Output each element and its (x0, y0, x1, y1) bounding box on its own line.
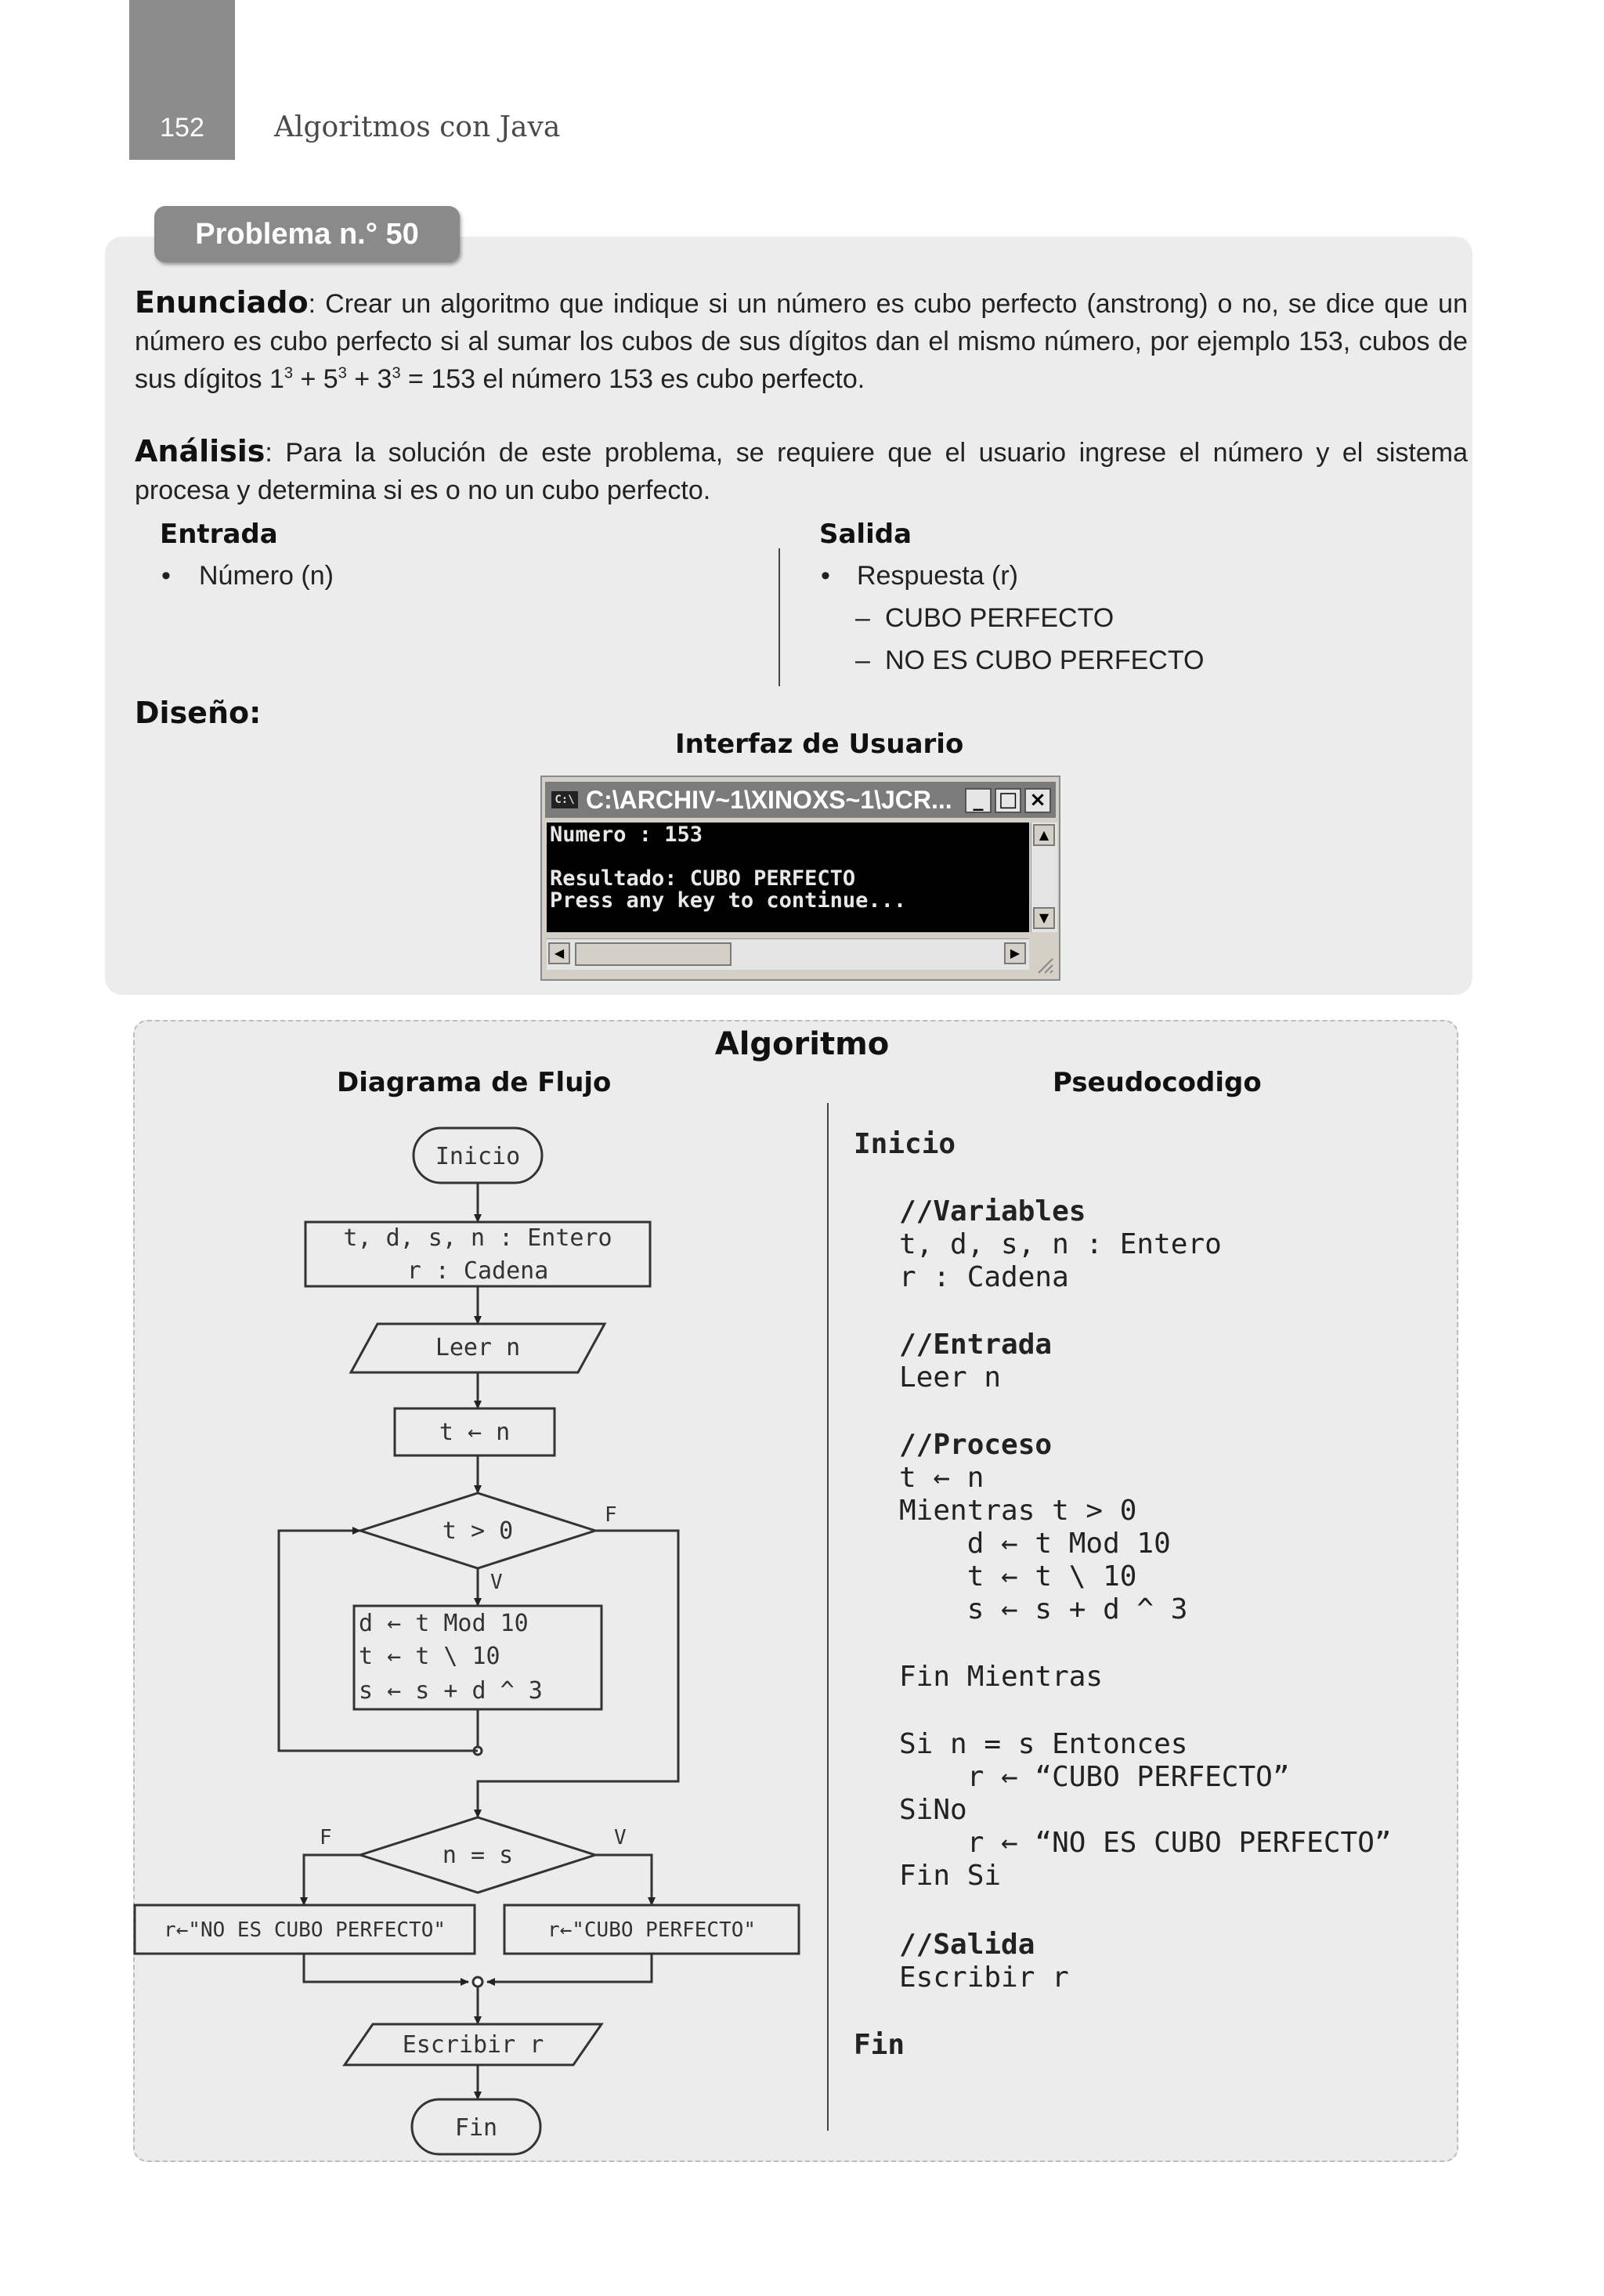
console-icon: C:\ (551, 791, 578, 808)
console-title: C:\ARCHIV~1\XINOXS~1\JCR... (586, 786, 952, 814)
false-branch-arrow (304, 1855, 360, 1905)
loop-exit-arrow (478, 1531, 678, 1817)
pseudo-line: t ← t \ 10 (899, 1560, 1137, 1593)
merge-connector (473, 1977, 482, 1987)
entrada-item: Número (n) (199, 561, 334, 591)
salida-value-1: CUBO PERFECTO (885, 603, 1114, 633)
pseudo-comment-entrada: //Entrada (899, 1329, 1053, 1361)
pseudo-comment-proceso: //Proceso (899, 1429, 1053, 1461)
start-label: Inicio (435, 1143, 521, 1170)
else-assign-label: r←"NO ES CUBO PERFECTO" (163, 1918, 446, 1942)
salida-dash-1: – (855, 603, 870, 633)
page-number: 152 (160, 113, 204, 143)
merge-arrow-left (304, 1954, 468, 1982)
console-line: Press any key to continue... (550, 888, 907, 913)
console-line: Numero : 153 (550, 823, 703, 847)
end-label: Fin (454, 2114, 498, 2142)
pseudo-inicio: Inicio (854, 1128, 956, 1160)
analisis-text: : Para la solución de este problema, se requiere que el usuario ingrese el número y el sistema procesa y determina si es o no un cubo perfecto. (135, 438, 1468, 505)
loop-condition-label: t > 0 (442, 1517, 514, 1545)
merge-arrow-right (487, 1954, 652, 1982)
enunciado-plus-2: + 3 (346, 364, 392, 394)
design-label: Diseño: (135, 696, 262, 730)
loop-body-line-3: s ← s + d ^ 3 (359, 1677, 543, 1705)
write-label: Escribir r (402, 2031, 544, 2059)
pseudo-fin: Fin (854, 2029, 905, 2061)
book-title: Algoritmos con Java (274, 111, 561, 143)
enunciado-text-2: = 153 el número 153 es cubo perfecto. (400, 364, 865, 394)
exponent-3: 3 (392, 364, 401, 382)
enunciado-label: Enunciado (135, 285, 309, 320)
salida-heading: Salida (819, 519, 912, 550)
declaration-line-2: r : Cadena (406, 1257, 549, 1285)
analisis-label: Análisis (135, 434, 266, 468)
loop-false-label: F (605, 1503, 617, 1527)
pseudo-line: Fin Si (899, 1860, 1002, 1892)
scroll-down-icon[interactable]: ▼ (1033, 907, 1055, 929)
loop-body-line-2: t ← t \ 10 (359, 1643, 500, 1670)
salida-dash-2: – (855, 645, 870, 675)
loop-body-line-1: d ← t Mod 10 (359, 1610, 529, 1637)
pseudo-comment-variables: //Variables (899, 1195, 1086, 1228)
pseudo-comment-salida: //Salida (899, 1929, 1035, 1961)
true-branch-arrow (595, 1855, 652, 1905)
minimize-button[interactable]: _ (965, 788, 992, 813)
enunciado-plus-1: + 5 (293, 364, 338, 394)
scroll-right-icon[interactable]: ▶ (1004, 942, 1026, 964)
pseudo-vars-2: r : Cadena (899, 1261, 1069, 1293)
scroll-left-icon[interactable]: ◀ (548, 942, 570, 964)
entrada-heading: Entrada (160, 519, 278, 550)
read-label: Leer n (435, 1334, 521, 1361)
close-button[interactable]: × (1024, 788, 1051, 813)
flow-heading: Diagrama de Flujo (337, 1067, 612, 1098)
pseudo-line: SiNo (899, 1794, 967, 1826)
problem-tag: Problema n.° 50 (154, 206, 460, 262)
exponent-1: 3 (284, 364, 294, 382)
if-true-label: V (614, 1826, 627, 1849)
entrada-bullet: • (161, 561, 171, 591)
pseudo-line: Mientras t > 0 (899, 1495, 1137, 1527)
pseudo-line: r ← “NO ES CUBO PERFECTO” (899, 1827, 1392, 1859)
pseudo-vars-1: t, d, s, n : Entero (899, 1228, 1222, 1260)
pseudo-line: r ← “CUBO PERFECTO” (899, 1761, 1290, 1793)
pseudo-leer: Leer n (899, 1361, 1002, 1394)
loop-back-arrow (279, 1531, 478, 1751)
salida-value-2: NO ES CUBO PERFECTO (885, 645, 1205, 675)
pseudo-line: d ← t Mod 10 (899, 1528, 1171, 1560)
pseudo-line: Si n = s Entonces (899, 1728, 1188, 1760)
algorithm-title: Algoritmo (714, 1026, 890, 1062)
then-assign-label: r←"CUBO PERFECTO" (547, 1918, 757, 1942)
ui-caption: Interfaz de Usuario (675, 729, 964, 760)
pseudo-escribir: Escribir r (899, 1962, 1069, 1994)
salida-bullet: • (821, 561, 830, 591)
exponent-2: 3 (338, 364, 347, 382)
if-false-label: F (320, 1826, 332, 1849)
scroll-up-icon[interactable]: ▲ (1033, 824, 1055, 846)
loop-true-label: V (490, 1571, 503, 1594)
declaration-line-1: t, d, s, n : Entero (343, 1224, 612, 1252)
if-condition-label: n = s (442, 1842, 514, 1869)
pseudo-line: s ← s + d ^ 3 (899, 1593, 1188, 1625)
pseudo-heading: Pseudocodigo (1053, 1067, 1262, 1098)
salida-item: Respuesta (r) (857, 561, 1018, 591)
assign-label: t ← n (439, 1419, 511, 1446)
maximize-button[interactable]: □ (995, 788, 1021, 813)
enunciado-text-1: : Crear un algoritmo que indique si un número es cubo perfecto (anstrong) o no, se dice que un número es cubo perfecto si al sumar los cubos de sus dígitos dan el mismo número, por ejemplo 153, cubos de sus dígitos 1 (135, 289, 1468, 394)
pseudo-line: Fin Mientras (899, 1661, 1104, 1693)
console-line: Resultado: CUBO PERFECTO (550, 866, 856, 891)
pseudo-line: t ← n (899, 1462, 984, 1494)
